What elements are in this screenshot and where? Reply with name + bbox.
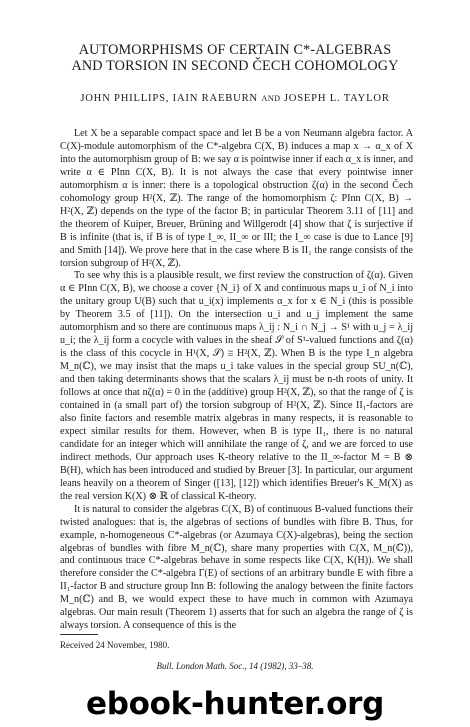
journal-citation: Bull. London Math. Soc., 14 (1982), 33–38. [156, 661, 314, 671]
authors-first: JOHN PHILLIPS, IAIN RAEBURN [80, 93, 258, 104]
authors-last: JOSEPH L. TAYLOR [283, 93, 390, 104]
paragraph-1: Let X be a separable compact space and let B be a von Neumann algebra factor. A C(X)-module automorphism of the C*-algebra C(X, B) induces a map x → α_x of X into the automorphism group of B: we say α is pointwise inner if each α_x is inner, and write α ∈ PInn C(X, B). It is not always the case that every pointwise inner automorphism α is inner: there is a topological obstruction ζ(α) in the second Čech cohomology group H²(X, ℤ). The range of the homomorphism ζ: PInn C(X, B) → H²(X, ℤ) depends on the type of the factor B; in particular Theorem 3.11 of [11] and the theorem of Kuiper, Breuer, Brüning and Willgerodt [4] show that ζ is surjective if B is infinite (that is, if B is of type I_∞, II_∞ or III; the I_∞ case is due to Lance [9] and Smith [14]). We prove here that in the case where B is II₁ the range consists of the torsion subgroup of H²(X, ℤ). [60, 128, 413, 269]
authors [0, 93, 470, 104]
title-line-1: AUTOMORPHISMS OF CERTAIN C*-ALGEBRAS [78, 42, 392, 58]
abstract-body [60, 128, 413, 633]
received-date: Received 24 November, 1980. [60, 640, 170, 650]
paragraph-3: It is natural to consider the algebras C(X, B) of continuous B-valued functions their twisted analogues: that is, the algebras of sections of bundles with fibre B. Thus, for example, n-homogeneous C*-algebras (or Azumaya C(X)-algebras), being the section algebras of bundles with fibre M_n(ℂ), share many properties with C(X, M_n(ℂ)), and continuous trace C*-algebras behave in some respects like C(X, K(H)). We shall therefore consider the C*-algebra Γ(E) of sections of an arbitrary bundle E with fibre a II₁-factor B and structure group Inn B: following the analogy between the finite factors M_n(ℂ) and B, we would expect these to have much in common with Azumaya algebras. Our main result (Theorem 1) asserts that for such an algebra the range of ζ is always torsion. A consequence of this is the [60, 503, 413, 632]
title-line-2: AND TORSION IN SECOND ČECH COHOMOLOGY [71, 58, 399, 74]
footnote-rule [60, 634, 98, 635]
watermark: ebook-hunter.org [86, 686, 384, 722]
authors-and: AND [261, 94, 281, 103]
paragraph-2: To see why this is a plausible result, we first review the construction of ζ(α). Given α ∈ PInn C(X, B), we choose a cover {N_i} of X and continuous maps u_i of N_i into the unitary group U(B) such that u_i(x) implements α_x for x ∈ N_i (this is possible by Theorem 3.5 of [11]). On the intersection u_i and u_j implement the same automorphism and so there are continuous maps λ_ij : N_i ∩ N_j → S¹ with u_j = λ_ij u_i; the λ_ij form a cocycle with values in the sheaf 𝒮 of S¹-valued functions and ζ(α) is the class of this cocycle in H¹(X, 𝒮) ≅ H²(X, ℤ). When B is the type I_n algebra M_n(ℂ), we may insist that the maps u_i take values in the special group SU_n(ℂ), and then taking determinants shows that the scalars λ_ij must be n-th roots of unity. It follows at once that nζ(α) = 0 in the (additive) group H²(X, ℤ), so that the range of ζ is contained in (a small part of) the torsion subgroup of H²(X, ℤ). Since II₁-factors are also finite factors and resemble matrix algebras in many respects, it is reasonable to expect similar results for them. However, when B is type II₁, there is no natural candidate for an integer which will annihilate the range of ζ, and we are forced to use indirect methods. Our approach uses K-theory relative to the II_∞-factor M = B ⊗ B(H), which has been introduced and studied by Breuer [3]. In particular, our argument leans heavily on a theorem of Singer ([13], [12]) which identifies Breuer's K_M(X) as the real version K(X) ⊗ ℝ of classical K-theory. [60, 270, 413, 502]
